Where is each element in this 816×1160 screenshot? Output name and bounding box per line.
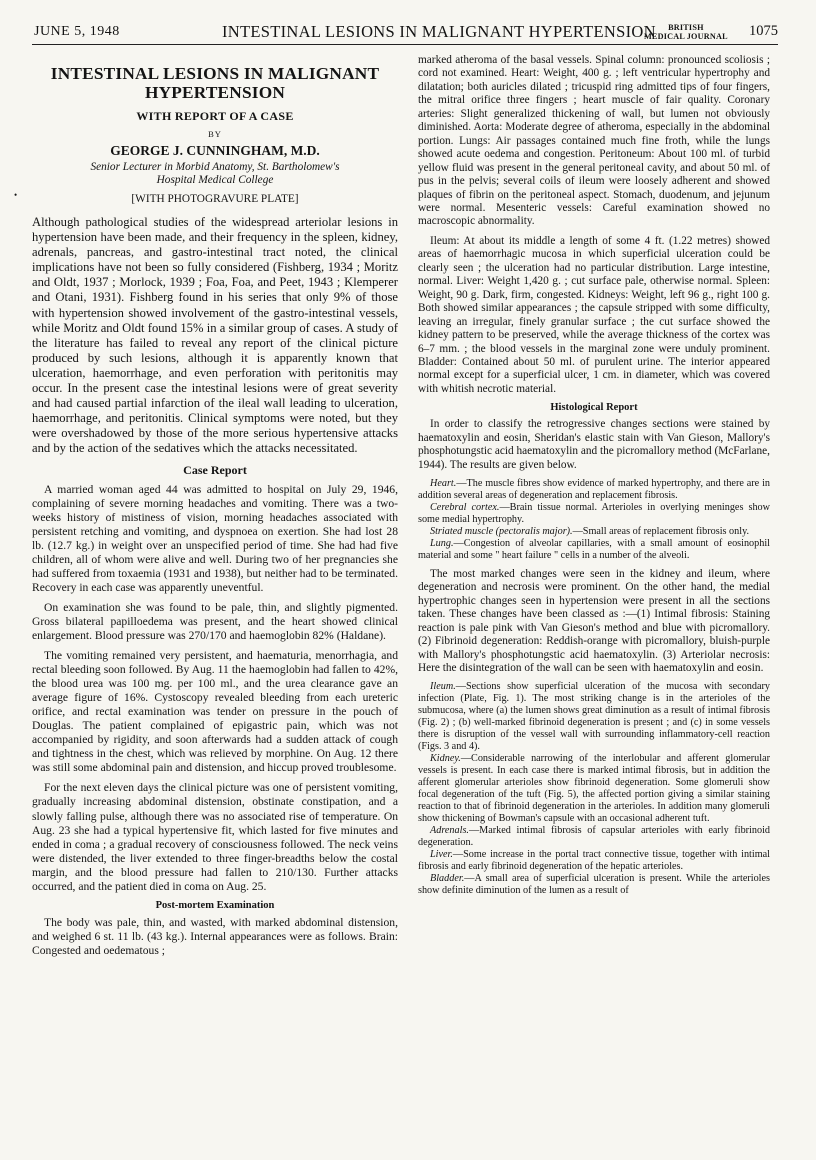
histology-heading: Histological Report — [550, 402, 638, 414]
finding-muscle-label: Striated muscle (pectoralis major). — [430, 525, 573, 537]
right-column — [418, 54, 770, 897]
running-header — [32, 22, 778, 45]
case-report-heading: Case Report — [183, 462, 247, 477]
author-name: GEORGE J. CUNNINGHAM, M.D. — [110, 143, 320, 158]
publication-name — [644, 24, 728, 41]
finding-ileum — [418, 681, 770, 753]
finding-cortex-label: Cerebral cortex. — [430, 502, 500, 514]
finding-adrenals — [418, 825, 770, 849]
abstract-paragraph: Although pathological studies of the widespread arteriolar lesions in hypertension have been made, and their frequency in the spleen, kidney, adrenals, pancreas, and gastro-intestinal tract noted, the clinical implications have not been so fully considered (Fishberg, 1934 ; Moritz and Oldt, 1937 ; Morlock, 1939 ; Foa, Foa, and Peet, 1943 ; Klemperer and Otani, 1931). Fishberg found in his series that only 9% of those with hypertension showed involvement of the gastro-intestinal vessels, while Moritz and Oldt found 15% in a similar group of cases. A study of the literature has failed to reveal any report of the clinical picture produced by such lesions, although it is apparently known that ulceration, haemorrhage, and even perforation with peritonitis may occur. In the present case the intestinal lesions were of great severity and had caused partial infarction of the ileal wall leading to ulceration, haemorrhage, and peritonitis. Clinical symptoms were noted, but they were overshadowed by those of the more serious hypertensive attacks and by the action of the sedatives which the attacks necessitated. — [32, 215, 398, 456]
finding-liver-label: Liver. — [430, 848, 453, 860]
finding-muscle-text: —Small areas of replacement fibrosis only. — [572, 525, 750, 537]
issue-date: JUNE 5, 1948 — [34, 24, 120, 39]
plate-note: [WITH PHOTOGRAVURE PLATE] — [131, 193, 299, 205]
case-paragraph-2: On examination she was found to be pale, thin, and slightly pigmented. Gross bilateral papilloedema was present, and the heart showed clinical enlargement. Blood pressure was 270/170 and haemoglobin 82% (Haldane). — [32, 600, 398, 642]
title-line-1: INTESTINAL LESIONS IN MALIGNANT — [50, 64, 380, 83]
finding-liver — [418, 849, 770, 873]
finding-adrenals-text: —Marked intimal fibrosis of capsular arterioles with early fibrinoid degeneration. — [418, 824, 770, 848]
histology-intro: In order to classify the retrogressive changes sections were stained by haematoxylin and eosin, Sheridan's elastic stain with Van Gieson, Mallory's phosphotungstic acid haematoxylin and the picromallory method (McFarlane, 1944). The results are given below. — [418, 418, 770, 471]
finding-muscle — [418, 526, 770, 538]
finding-kidney — [418, 753, 770, 825]
case-paragraph-1: A married woman aged 44 was admitted to hospital on July 29, 1946, complaining of severe morning headaches and vomiting. There was a two-weeks history of mistiness of vision, morning headaches associated with persistent retching and vomiting, and dyspnoea on exertion. She had lost 28 lb. (12.7 kg.) in weight over an unspecified period of time. She had had five children, all of whom were alive and well. During two of her pregnancies she had suffered from toxaemia (1931 and 1938), but neither had to be terminated. Recovery in each case was apparently uneventful. — [32, 482, 398, 594]
finding-ileum-text: —Sections show superficial ulceration of the mucosa with secondary infection (Plate, Fig. 1). The most striking change is in the arterioles of the submucosa, where (a) the lumen shows great diminution as a result of intimal fibrosis (Fig. 2) ; (b) well-marked fibrinoid degeneration is present ; and (c) in some vessels there is disruption of the vessel wall with surrounding inflammatory-cell reaction (Figs. 3 and 4). — [418, 681, 770, 753]
finding-liver-text: —Some increase in the portal tract connective tissue, together with intimal fibrosis and early fibrinoid degeneration of the hepatic arterioles. — [418, 848, 770, 872]
article-subtitle: WITH REPORT OF A CASE — [136, 109, 294, 123]
finding-heart-label: Heart. — [430, 478, 457, 490]
margin-mark: • — [14, 190, 18, 200]
postmortem-ileum-paragraph: Ileum: At about its middle a length of some 4 ft. (1.22 metres) showed areas of haemorrhagic mucosa in which superficial ulceration could be clearly seen ; the ulceration had no particular distribution. Large intestine, normal. Liver: Weight 1,420 g. ; cut surface pale, otherwise normal. Spleen: Weight, 90 g. Dark, firm, congested. Kidneys: Weight, left 96 g., right 100 g. Both showed similar appearances ; the capsule stripped with some difficulty, leaving an irregular, finely granular surface ; the cut surface showed the kidney pattern to be preserved, while the average thickness of the cortex was 6–7 mm. ; the blood vessels in the marginal zone were unduly prominent. Bladder: Contained about 50 ml. of purulent urine. The interior appeared normal except for a superficial ulcer, 1 cm. in diameter, which was covered with whitish necrotic material. — [418, 234, 770, 395]
left-column — [32, 64, 398, 958]
changes-paragraph: The most marked changes were seen in the kidney and ileum, where degeneration and necrosis were prominent. On the other hand, the medial hypertrophic changes seen in hypertension were present in all the sections taken. These changes have been classed as :—(1) Intimal fibrosis: Staining reaction is pale pink with Van Gieson's method and blue with picromallory. (2) Fibrinoid degeneration: Reddish-orange with picromallory, bluish-purple with Mallory's phosphotungstic acid haematoxylin. (3) Arteriolar necrosis: Here the disintegration of the wall can be seen with haematoxylin and eosin. — [418, 567, 770, 674]
affiliation-line-2: Hospital Medical College — [156, 174, 274, 186]
page-number: 1075 — [749, 23, 778, 39]
affiliation-line-1: Senior Lecturer in Morbid Anatomy, St. Bartholomew's — [90, 161, 340, 173]
postmortem-continued: marked atheroma of the basal vessels. Spinal column: pronounced scoliosis ; cord not examined. Heart: Weight, 400 g. ; left ventricular hypertrophy and dilatation; both auricles dilated ; tricuspid ring admitted tips of four fingers, the mitral orifice three fingers ; heart muscle of fair quality. Coronary arteries: Slight generalized thickening of wall, but lumen not obviously diminished. Aorta: Moderate degree of atheroma, especially in the abdominal portion. Lungs: Air passages contained much fine froth, while the lungs showed acute oedema and congestion. Peritoneum: About 100 ml. of turbid yellow fluid was present in the general peritoneal cavity, and about 50 ml. of pus in the pelvis; several coils of ileum were loosely adherent and showed plaques of fibrin on the peritoneal aspect. Stomach, duodenum, and jejunum were normal. Mesenteric vessels: Careful examination showed no macroscopic abnormality. — [418, 54, 770, 228]
author-affiliation — [32, 161, 398, 187]
finding-lung-label: Lung. — [430, 537, 454, 549]
postmortem-paragraph-1: The body was pale, thin, and wasted, with marked abdominal distension, and weighed 6 st. 11 lb. (43 kg.). Internal appearances were as follows. Brain: Congested and oedematous ; — [32, 915, 398, 957]
finding-kidney-text: —Considerable narrowing of the interlobular and afferent glomerular vessels is present. In each case there is marked intimal fibrosis, but in addition the afferent glomerular arterioles show fibrinoid degeneration. Some glomeruli show focal degeneration of the tuft (Fig. 5), the affected portion giving a similar staining reaction to that of fibrinoid degeneration in the arterioles. In addition many glomeruli show thickening of Bowman's capsule with an occasional adherent tuft. — [418, 753, 770, 824]
finding-adrenals-label: Adrenals. — [430, 824, 469, 836]
article-title — [32, 64, 398, 102]
postmortem-heading: Post-mortem Examination — [155, 899, 275, 911]
finding-kidney-label: Kidney. — [430, 753, 461, 765]
finding-lung — [418, 538, 770, 562]
case-paragraph-4: For the next eleven days the clinical picture was one of persistent vomiting, gradually increasing abdominal distension, obstinate constipation, and a slowly falling pulse, although there was no associated rise of temperature. On Aug. 23 she had a typical hypertensive fit, which lasted for five minutes and ended in coma ; a gradual recovery of consciousness followed. The neck veins were distended, the liver extended to three finger-breadths below the costal margin, and the blood pressure had fallen to 210/130. Further attacks occurred, and the patient died in coma on Aug. 25. — [32, 781, 398, 893]
finding-cortex — [418, 502, 770, 526]
publication-name-line2: MEDICAL JOURNAL — [644, 31, 728, 41]
finding-heart-text: —The muscle fibres show evidence of marked hypertrophy, and there are in addition several areas of degeneration and replacement fibrosis. — [418, 478, 770, 502]
title-line-2: HYPERTENSION — [144, 83, 286, 102]
finding-bladder-text: —A small area of superficial ulceration is present. While the arterioles show definite diminution of the lumen as a result of — [418, 872, 770, 896]
finding-cortex-text: —Brain tissue normal. Arterioles in overlying meninges show some medial hypertrophy. — [418, 502, 770, 525]
finding-lung-text: —Congestion of alveolar capillaries, with a small amount of eosinophil material and some " heart failure " cells in a number of the alveoli. — [418, 537, 770, 561]
byline-by: BY — [208, 129, 222, 139]
finding-ileum-label: Ileum. — [430, 681, 456, 693]
finding-bladder-label: Bladder. — [430, 872, 465, 884]
finding-heart — [418, 478, 770, 502]
finding-bladder — [418, 873, 770, 897]
case-paragraph-3: The vomiting remained very persistent, and haematuria, menorrhagia, and rectal bleeding soon followed. By Aug. 11 the haemoglobin had fallen to 42%, the blood urea was 100 mg. per 100 ml., and the urea clearance gave an average figure of 16%. Cystoscopy revealed bleeding from each ureteric orifice, and rectal examination was tender on pressure in the pouch of Douglas. The patient complained of epigastric pain, which was not accompanied by rigidity, and soon afterwards had a sudden attack of cough and tightness in the chest, which was relieved by morphine. On Aug. 12 there was still some abdominal pain and distension, and hiccup proved troublesome. — [32, 649, 398, 775]
running-title: INTESTINAL LESIONS IN MALIGNANT HYPERTENSION — [222, 22, 656, 41]
publication-name-line1: BRITISH — [668, 23, 704, 32]
